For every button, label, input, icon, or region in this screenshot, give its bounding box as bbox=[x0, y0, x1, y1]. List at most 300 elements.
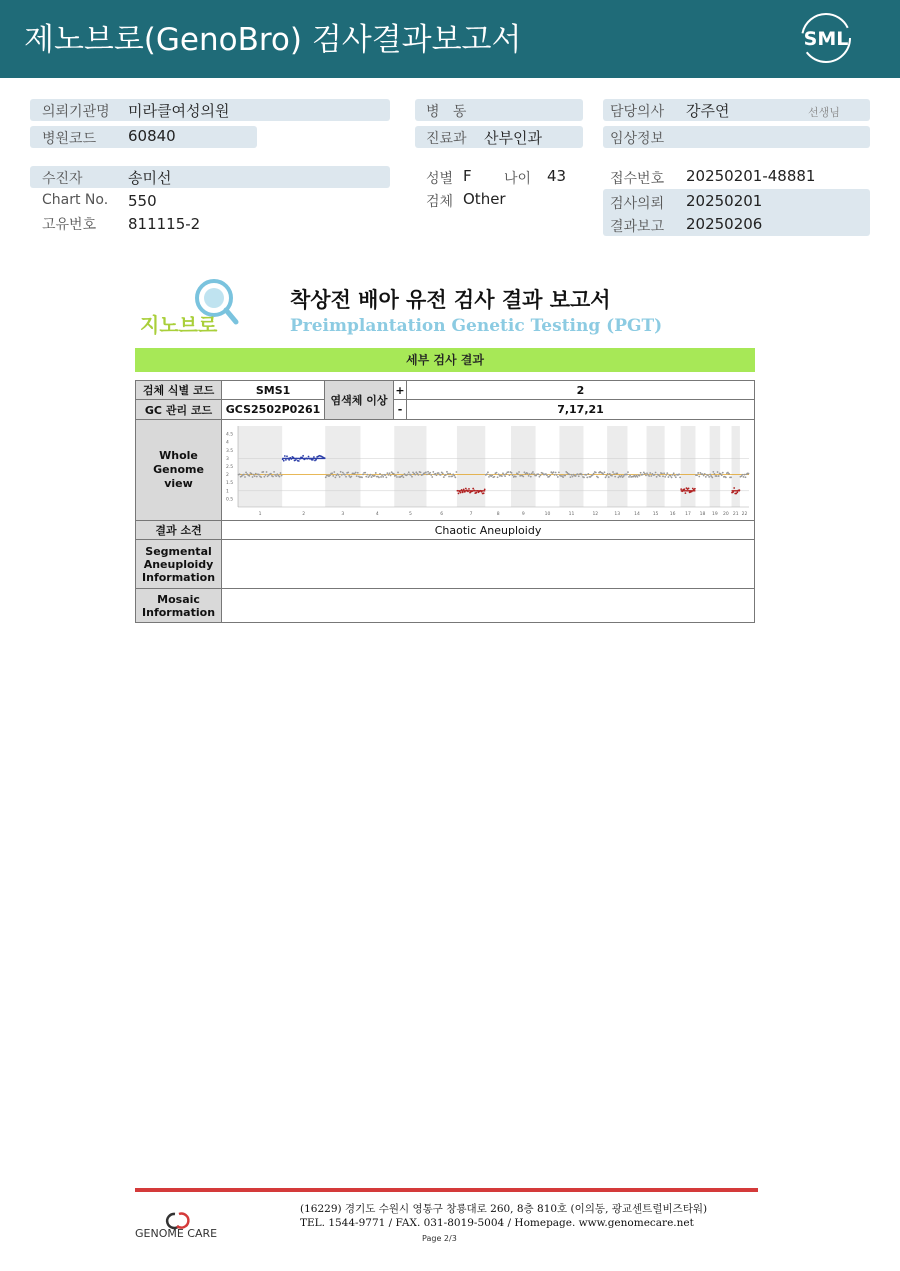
data-point bbox=[668, 476, 670, 478]
finding-value: Chaotic Aneuploidy bbox=[222, 521, 755, 540]
data-point bbox=[420, 471, 422, 473]
x-tick-label: 11 bbox=[568, 511, 575, 517]
x-tick-label: 10 bbox=[544, 511, 551, 517]
patient-label: 수진자 bbox=[42, 171, 83, 187]
age-label: 나이 bbox=[504, 171, 532, 187]
data-point bbox=[396, 476, 398, 478]
data-point bbox=[370, 473, 372, 475]
data-point bbox=[571, 473, 573, 475]
data-point bbox=[678, 473, 680, 475]
data-point bbox=[503, 473, 505, 475]
doctor-suffix: 선생님 bbox=[808, 106, 840, 119]
data-point bbox=[649, 472, 651, 474]
data-point bbox=[496, 471, 498, 473]
data-point bbox=[716, 475, 718, 477]
data-point bbox=[265, 474, 267, 476]
data-point bbox=[285, 458, 287, 460]
data-point bbox=[621, 474, 623, 476]
data-point bbox=[298, 460, 300, 462]
x-tick-label: 4 bbox=[375, 511, 379, 517]
data-point bbox=[745, 476, 747, 478]
data-point bbox=[549, 474, 551, 476]
data-point bbox=[670, 474, 672, 476]
y-tick-label: 2 bbox=[226, 472, 229, 478]
data-point bbox=[468, 488, 470, 490]
data-point bbox=[389, 472, 391, 474]
chromosome-band bbox=[238, 426, 282, 507]
genome-care-logo bbox=[135, 1200, 235, 1240]
wgv-label-line: Whole bbox=[159, 449, 198, 462]
data-point bbox=[748, 472, 750, 474]
data-point bbox=[388, 473, 390, 475]
x-tick-label: 16 bbox=[669, 511, 676, 517]
genobro-logo-text: 지노브로 bbox=[140, 313, 218, 337]
data-point bbox=[429, 471, 431, 473]
data-point bbox=[397, 471, 399, 473]
data-point bbox=[709, 473, 711, 475]
data-point bbox=[498, 473, 500, 475]
data-point bbox=[443, 476, 445, 478]
data-point bbox=[705, 476, 707, 478]
data-point bbox=[332, 475, 334, 477]
result-table bbox=[135, 380, 755, 623]
data-point bbox=[577, 473, 579, 475]
x-tick-label: 6 bbox=[440, 511, 444, 517]
receipt-no-value: 20250201-48881 bbox=[686, 167, 816, 185]
x-tick-label: 12 bbox=[592, 511, 599, 517]
data-point bbox=[312, 458, 314, 460]
data-point bbox=[462, 491, 464, 493]
mosaic-label-line: Information bbox=[142, 605, 216, 619]
data-point bbox=[339, 476, 341, 478]
hospital-code-value: 60840 bbox=[128, 127, 176, 145]
data-point bbox=[697, 472, 699, 474]
x-tick-label: 7 bbox=[469, 511, 473, 517]
data-point bbox=[475, 491, 477, 493]
data-point bbox=[528, 474, 530, 476]
data-point bbox=[374, 474, 376, 476]
unique-no-label: 고유번호 bbox=[42, 217, 97, 233]
data-point bbox=[446, 470, 448, 472]
data-point bbox=[414, 473, 416, 475]
data-point bbox=[648, 475, 650, 477]
data-point bbox=[666, 472, 668, 474]
data-point bbox=[483, 492, 485, 494]
x-tick-label: 3 bbox=[341, 511, 345, 517]
data-point bbox=[684, 488, 686, 490]
data-point bbox=[341, 473, 343, 475]
data-point bbox=[488, 475, 490, 477]
data-point bbox=[275, 475, 277, 477]
table-row bbox=[136, 400, 755, 420]
data-point bbox=[531, 472, 533, 474]
data-point bbox=[366, 473, 368, 475]
report-title-english: Preimplantation Genetic Testing (PGT) bbox=[290, 316, 663, 336]
data-point bbox=[460, 491, 462, 493]
chromosome-band bbox=[560, 426, 584, 507]
data-point bbox=[302, 454, 304, 456]
data-point bbox=[583, 476, 585, 478]
data-point bbox=[364, 471, 366, 473]
data-point bbox=[556, 474, 558, 476]
data-point bbox=[313, 456, 315, 458]
data-point bbox=[698, 475, 700, 477]
data-point bbox=[335, 476, 337, 478]
chart-no-value: 550 bbox=[128, 192, 157, 210]
data-point bbox=[347, 471, 349, 473]
data-point bbox=[472, 487, 474, 489]
loss-sign: - bbox=[394, 400, 407, 420]
data-point bbox=[609, 472, 611, 474]
data-point bbox=[569, 473, 571, 475]
page-title: 제노브로(GenoBro) 검사결과보고서 bbox=[24, 22, 522, 58]
data-point bbox=[656, 475, 658, 477]
data-point bbox=[254, 475, 256, 477]
data-point bbox=[308, 455, 310, 457]
data-point bbox=[628, 476, 630, 478]
hospital-code-label: 병원코드 bbox=[42, 131, 97, 147]
data-point bbox=[595, 471, 597, 473]
data-point bbox=[425, 471, 427, 473]
data-point bbox=[694, 487, 696, 489]
data-point bbox=[273, 470, 275, 472]
data-point bbox=[494, 475, 496, 477]
data-point bbox=[356, 475, 358, 477]
data-point bbox=[245, 471, 247, 473]
data-point bbox=[451, 475, 453, 477]
data-point bbox=[575, 475, 577, 477]
data-point bbox=[365, 475, 367, 477]
data-point bbox=[578, 475, 580, 477]
data-point bbox=[685, 492, 687, 494]
data-point bbox=[555, 471, 557, 473]
data-point bbox=[270, 472, 272, 474]
data-point bbox=[680, 488, 682, 490]
footer-address-block bbox=[300, 1202, 707, 1230]
chart-no-label: Chart No. bbox=[42, 192, 109, 208]
data-point bbox=[281, 474, 283, 476]
data-point bbox=[390, 474, 392, 476]
data-point bbox=[379, 472, 381, 474]
data-point bbox=[612, 471, 614, 473]
data-point bbox=[581, 473, 583, 475]
seg-label-line: Segmental bbox=[145, 544, 212, 558]
data-point bbox=[248, 474, 250, 476]
data-point bbox=[256, 475, 258, 477]
data-point bbox=[272, 475, 274, 477]
loss-value: 7,17,21 bbox=[407, 400, 755, 420]
data-point bbox=[382, 475, 384, 477]
data-point bbox=[251, 472, 253, 474]
x-tick-label: 18 bbox=[699, 511, 706, 517]
data-point bbox=[704, 472, 706, 474]
data-point bbox=[640, 471, 642, 473]
data-point bbox=[629, 474, 631, 476]
data-point bbox=[515, 475, 517, 477]
data-point bbox=[253, 473, 255, 475]
unique-no-value: 811115-2 bbox=[128, 215, 201, 233]
wgv-label-line: view bbox=[164, 477, 193, 490]
data-point bbox=[381, 474, 383, 476]
table-row bbox=[136, 589, 755, 623]
data-point bbox=[627, 471, 629, 473]
x-tick-label: 2 bbox=[302, 511, 306, 517]
footer-divider bbox=[135, 1188, 758, 1192]
data-point bbox=[646, 472, 648, 474]
data-point bbox=[504, 475, 506, 477]
data-point bbox=[586, 476, 588, 478]
data-point bbox=[718, 475, 720, 477]
y-tick-label: 2.5 bbox=[226, 464, 234, 470]
data-point bbox=[662, 475, 664, 477]
y-tick-label: 0.5 bbox=[226, 496, 234, 502]
data-point bbox=[284, 455, 286, 457]
data-point bbox=[260, 476, 262, 478]
data-point bbox=[427, 470, 429, 472]
table-row bbox=[136, 540, 755, 589]
report-date-label: 결과보고 bbox=[610, 219, 665, 235]
chromosome-band bbox=[325, 426, 360, 507]
data-point bbox=[463, 488, 465, 490]
data-point bbox=[663, 472, 665, 474]
data-point bbox=[664, 475, 666, 477]
data-point bbox=[675, 476, 677, 478]
data-point bbox=[453, 474, 455, 476]
data-point bbox=[597, 476, 599, 478]
request-date-label: 검사의뢰 bbox=[610, 196, 665, 212]
data-point bbox=[553, 471, 555, 473]
data-point bbox=[517, 473, 519, 475]
department-label: 진료과 bbox=[426, 131, 467, 147]
data-point bbox=[721, 474, 723, 476]
data-point bbox=[331, 472, 333, 474]
data-point bbox=[707, 474, 709, 476]
data-point bbox=[650, 475, 652, 477]
y-tick-label: 1 bbox=[226, 488, 229, 494]
data-point bbox=[393, 472, 395, 474]
x-tick-label: 8 bbox=[496, 511, 500, 517]
data-point bbox=[608, 476, 610, 478]
data-point bbox=[522, 475, 524, 477]
data-point bbox=[654, 473, 656, 475]
data-point bbox=[386, 476, 388, 478]
age-value: 43 bbox=[547, 167, 567, 185]
data-point bbox=[733, 487, 735, 489]
data-point bbox=[288, 458, 290, 460]
data-point bbox=[395, 474, 397, 476]
report-date-value: 20250206 bbox=[686, 215, 763, 233]
gc-code-label: GC 관리 코드 bbox=[136, 400, 222, 420]
chromosome-band bbox=[511, 426, 536, 507]
y-tick-label: 4 bbox=[226, 440, 229, 446]
data-point bbox=[407, 473, 409, 475]
patient-row-bg bbox=[30, 166, 390, 188]
request-date-value: 20250201 bbox=[686, 192, 763, 210]
data-point bbox=[355, 471, 357, 473]
data-point bbox=[378, 476, 380, 478]
data-point bbox=[587, 473, 589, 475]
data-point bbox=[431, 476, 433, 478]
segmental-aneuploidy-value bbox=[222, 540, 755, 589]
data-point bbox=[696, 474, 698, 476]
data-point bbox=[408, 471, 410, 473]
x-tick-label: 13 bbox=[614, 511, 621, 517]
data-point bbox=[508, 471, 510, 473]
segmental-aneuploidy-label bbox=[136, 540, 222, 589]
data-point bbox=[717, 471, 719, 473]
data-point bbox=[616, 472, 618, 474]
page-number: Page 2/3 bbox=[422, 1234, 457, 1243]
data-point bbox=[564, 474, 566, 476]
data-point bbox=[637, 475, 639, 477]
data-point bbox=[357, 471, 359, 473]
table-row bbox=[136, 521, 755, 540]
data-point bbox=[512, 474, 514, 476]
department-value: 산부인과 bbox=[484, 129, 542, 147]
doctor-value: 강주연 bbox=[686, 102, 730, 120]
mosaic-info-value bbox=[222, 589, 755, 623]
y-tick-label: 3.5 bbox=[226, 448, 234, 454]
data-point bbox=[283, 459, 285, 461]
chromosome-band bbox=[394, 426, 426, 507]
data-point bbox=[672, 473, 674, 475]
data-point bbox=[679, 476, 681, 478]
mosaic-label-line: Mosaic bbox=[157, 592, 200, 606]
data-point bbox=[524, 471, 526, 473]
gain-value: 2 bbox=[407, 381, 755, 400]
data-point bbox=[509, 474, 511, 476]
chromosome-band bbox=[710, 426, 721, 507]
data-point bbox=[252, 476, 254, 478]
data-point bbox=[239, 473, 241, 475]
data-point bbox=[665, 473, 667, 475]
data-point bbox=[744, 473, 746, 475]
data-point bbox=[546, 474, 548, 476]
data-point bbox=[440, 474, 442, 476]
data-point bbox=[730, 476, 732, 478]
data-point bbox=[436, 474, 438, 476]
data-point bbox=[725, 476, 727, 478]
data-point bbox=[604, 471, 606, 473]
data-point bbox=[661, 472, 663, 474]
x-tick-label: 9 bbox=[521, 511, 525, 517]
data-point bbox=[333, 471, 335, 473]
data-point bbox=[426, 473, 428, 475]
data-point bbox=[642, 473, 644, 475]
chromosome-band bbox=[681, 426, 696, 507]
section-title-bar: 세부 검사 결과 bbox=[135, 348, 755, 372]
data-point bbox=[458, 492, 460, 494]
data-point bbox=[713, 470, 715, 472]
gain-sign: + bbox=[394, 381, 407, 400]
data-point bbox=[533, 473, 535, 475]
data-point bbox=[497, 476, 499, 478]
data-point bbox=[455, 476, 457, 478]
data-point bbox=[554, 473, 556, 475]
data-point bbox=[432, 471, 434, 473]
whole-genome-plot bbox=[222, 421, 753, 520]
data-point bbox=[711, 476, 713, 478]
wgv-label-line: Genome bbox=[153, 463, 204, 476]
sex-label: 성별 bbox=[426, 171, 454, 187]
specimen-id-label: 검체 식별 코드 bbox=[136, 381, 222, 400]
data-point bbox=[736, 491, 738, 493]
data-point bbox=[611, 474, 613, 476]
chromosome-band bbox=[457, 426, 485, 507]
data-point bbox=[344, 473, 346, 475]
data-point bbox=[438, 472, 440, 474]
data-point bbox=[361, 476, 363, 478]
data-point bbox=[511, 471, 513, 473]
whole-genome-view-label bbox=[136, 420, 222, 521]
data-point bbox=[613, 473, 615, 475]
data-point bbox=[387, 472, 389, 474]
chromosome-band bbox=[607, 426, 627, 507]
data-point bbox=[280, 472, 282, 474]
data-point bbox=[449, 472, 451, 474]
data-point bbox=[410, 474, 412, 476]
data-point bbox=[742, 473, 744, 475]
data-point bbox=[505, 472, 507, 474]
x-tick-label: 17 bbox=[685, 511, 691, 517]
data-point bbox=[255, 472, 257, 474]
data-point bbox=[671, 476, 673, 478]
data-point bbox=[362, 473, 364, 475]
data-point bbox=[572, 475, 574, 477]
data-point bbox=[655, 471, 657, 473]
y-tick-label: 3 bbox=[226, 456, 229, 462]
data-point bbox=[527, 472, 529, 474]
data-point bbox=[645, 474, 647, 476]
clinical-info-label: 임상정보 bbox=[610, 131, 665, 147]
data-point bbox=[340, 470, 342, 472]
data-point bbox=[418, 473, 420, 475]
x-tick-label: 22 bbox=[741, 511, 748, 517]
data-point bbox=[325, 476, 327, 478]
data-point bbox=[371, 476, 373, 478]
data-point bbox=[445, 473, 447, 475]
data-point bbox=[605, 476, 607, 478]
data-point bbox=[603, 473, 605, 475]
data-point bbox=[430, 474, 432, 476]
data-point bbox=[708, 476, 710, 478]
data-point bbox=[529, 473, 531, 475]
data-point bbox=[266, 471, 268, 473]
data-point bbox=[403, 476, 405, 478]
data-point bbox=[688, 487, 690, 489]
data-point bbox=[380, 476, 382, 478]
specimen-value: Other bbox=[463, 190, 506, 208]
seg-label-line: Aneuploidy bbox=[143, 557, 214, 571]
data-point bbox=[501, 475, 503, 477]
data-point bbox=[435, 472, 437, 474]
data-point bbox=[540, 474, 542, 476]
finding-label: 결과 소견 bbox=[136, 521, 222, 540]
data-point bbox=[532, 471, 534, 473]
sml-logo-text: SML bbox=[803, 28, 849, 50]
data-point bbox=[585, 473, 587, 475]
data-point bbox=[557, 476, 559, 478]
y-tick-label: 1.5 bbox=[226, 480, 234, 486]
specimen-id-value: SMS1 bbox=[222, 381, 325, 400]
data-point bbox=[465, 487, 467, 489]
specimen-label: 검체 bbox=[426, 194, 454, 210]
data-point bbox=[530, 475, 532, 477]
sex-value: F bbox=[463, 167, 472, 185]
data-point bbox=[491, 474, 493, 476]
data-point bbox=[626, 473, 628, 475]
data-point bbox=[243, 473, 245, 475]
